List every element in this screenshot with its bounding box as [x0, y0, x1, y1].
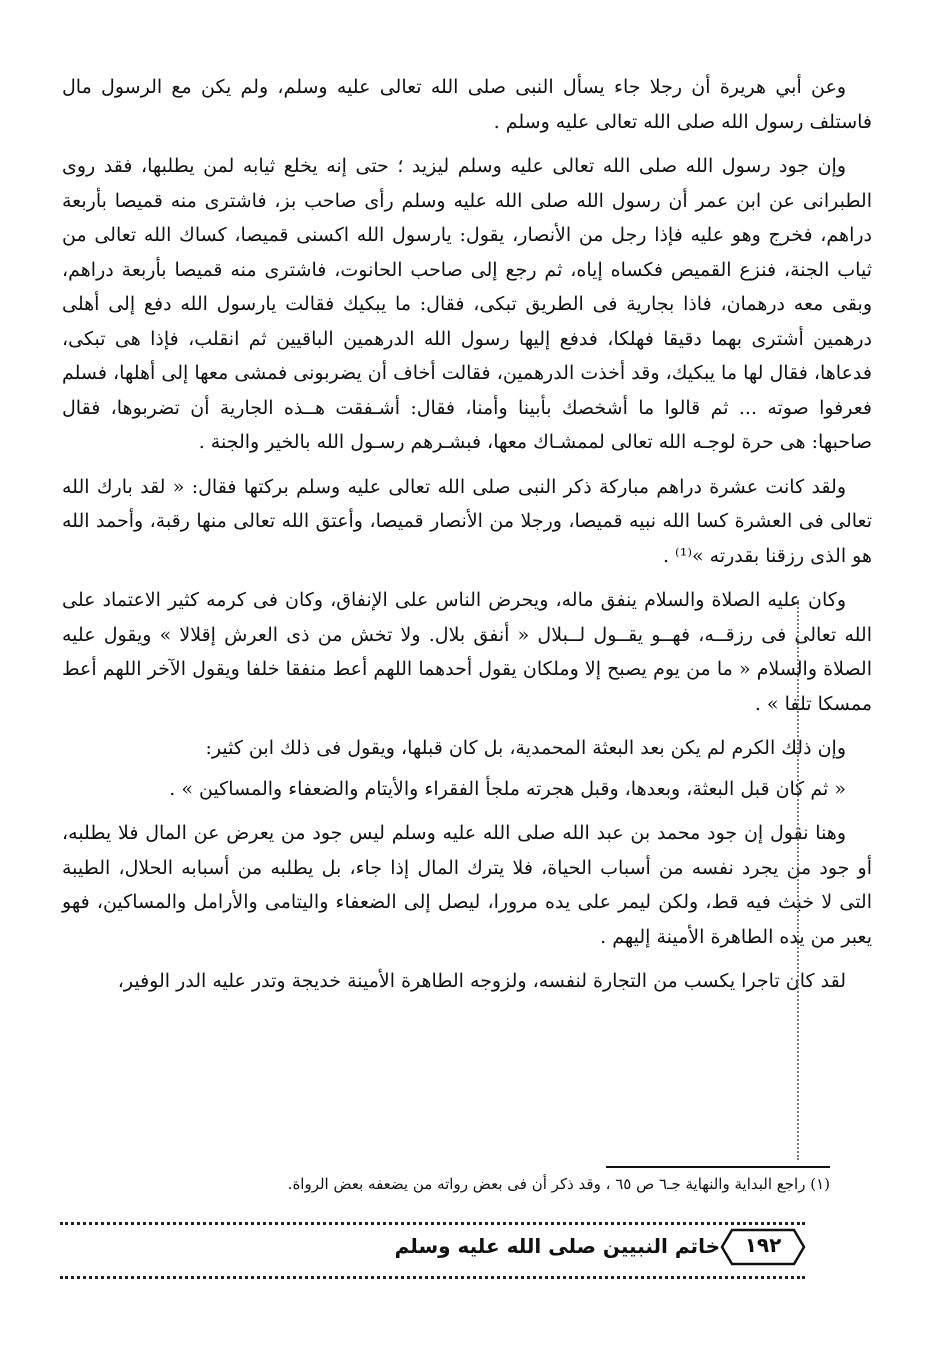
- running-footer-title: خاتم النبيين صلى الله عليه وسلم: [394, 1234, 720, 1258]
- body-text: [62, 70, 872, 1009]
- paragraph-3: ولقد كانت عشرة دراهم مباركة ذكر النبى صلى الله تعالى عليه وسلم بركتها فقال: « لقد بارك الله تعالى فى العشرة كسا الله نبيه قميصا، ورجلا من الأنصار قميصا، وأعتق الله تعالى منها رقبة، وأحمد الله هو الذى رزقنا بقدرته »⁽¹⁾ .: [62, 475, 872, 567]
- margin-dotted-rule: [797, 600, 799, 1160]
- paragraph-5: وإن ذلك الكرم لم يكن بعد البعثة المحمدية، بل كان قبلها، ويقول فى ذلك ابن كثير:: [205, 737, 846, 759]
- footer-dotted-rule-bottom: [60, 1276, 805, 1279]
- paragraph-4: وكان عليه الصلاة والسلام ينفق ماله، ويحرض الناس على الإنفاق، وكان فى كرمه كثير الاعتماد على الله تعالى فى رزقــه، فهــو يقــول لــبلال « أنفق بلال. ولا تخش من ذى العرش إقلالا » ويقول عليه الصلاة والسلام « ما من يوم يصبح إلا وملكان يقول أحدهما اللهم أعط منفقا خلفا ويقول الآخر اللهم أعط ممسكا تلفا » .: [62, 589, 872, 715]
- quote-ibn-kathir: « ثم كان قبل البعثة، وبعدها، وقبل هجرته ملجأ الفقراء والأيتام والضعفاء والمساكين » .: [169, 777, 846, 800]
- footnote: (١) راجع البداية والنهاية جـ٦ ص ٦٥ ، وقد ذكر أن فى بعض رواته من يضعفه بعض الرواة.: [287, 1175, 830, 1193]
- page-number: ١٩٢: [744, 1233, 782, 1257]
- paragraph-2: وإن جود رسول الله صلى الله تعالى عليه وسلم ليزيد ؛ حتى إنه يخلع ثيابه لمن يطلبها، فقد روى الطبرانى عن ابن عمر أن رسول الله صلى الله عليه وسلم رأى صاحب بز، فاشترى منه قميصا بأربعة دراهم، فخرج وهو عليه فإذا رجل من الأنصار، يقول: يارسول الله اكسنى قميصا، كساك الله تعالى من ثياب الجنة، فنزع القميص فكساه إياه، ثم رجع إلى صاحب الحانوت، فاشترى منه قميصا بأربعة دراهم، وبقى معه درهمان، فاذا بجارية فى الطريق تبكى، فقال: ما يبكيك فقالت يارسول الله دفع إلى أهلى درهمين أشترى بهما دقيقا فهلكا، فدفع إليها رسول الله الدرهمين الباقيين ثم انقلب، فإذا هى تبكى، فدعاها، فقال لها ما يبكيك، وقد أخذت الدرهمين، فقالت أخاف أن يضربونى فمشى معها إلى أهلها، فسلم فعرفوا صوته ... ثم قالوا ما أشخصك بأبينا وأمنا، فقال: أشـفقت هــذه الجارية أن تضربوها، فقال صاحبها: هى حرة لوجـه الله تعالى لممشـاك معها، فبشـرهم رسـول الله بالخير والجنة .: [62, 155, 872, 453]
- footnote-separator: [606, 1166, 830, 1168]
- footer-dotted-rule-top: [60, 1222, 805, 1225]
- paragraph-6: وهنا نقول إن جود محمد بن عبد الله صلى الله عليه وسلم ليس جود من يعرض عن المال فلا يطلبه، أو جود من يجرد نفسه من أسباب الحياة، فلا يترك المال إذا جاء، بل يطلبه من أسبابه الحلال، الطيبة التى لا خبث فيه قط، ولكن ليمر على يده مرورا، ليصل إلى الضعفاء واليتامى والأرامل والمساكين، فهو يعبر من يده الطاهرة الأمينة إليهم .: [62, 822, 872, 948]
- paragraph-1: وعن أبي هريرة أن رجلا جاء يسأل النبى صلى الله تعالى عليه وسلم، ولم يكن مع الرسول مال فاستلف رسول الله صلى الله تعالى عليه وسلم .: [62, 76, 872, 133]
- paragraph-7: لقد كان تاجرا يكسب من التجارة لنفسه، ولزوجه الطاهرة الأمينة خديجة وتدر عليه الدر الوفير،: [117, 970, 846, 992]
